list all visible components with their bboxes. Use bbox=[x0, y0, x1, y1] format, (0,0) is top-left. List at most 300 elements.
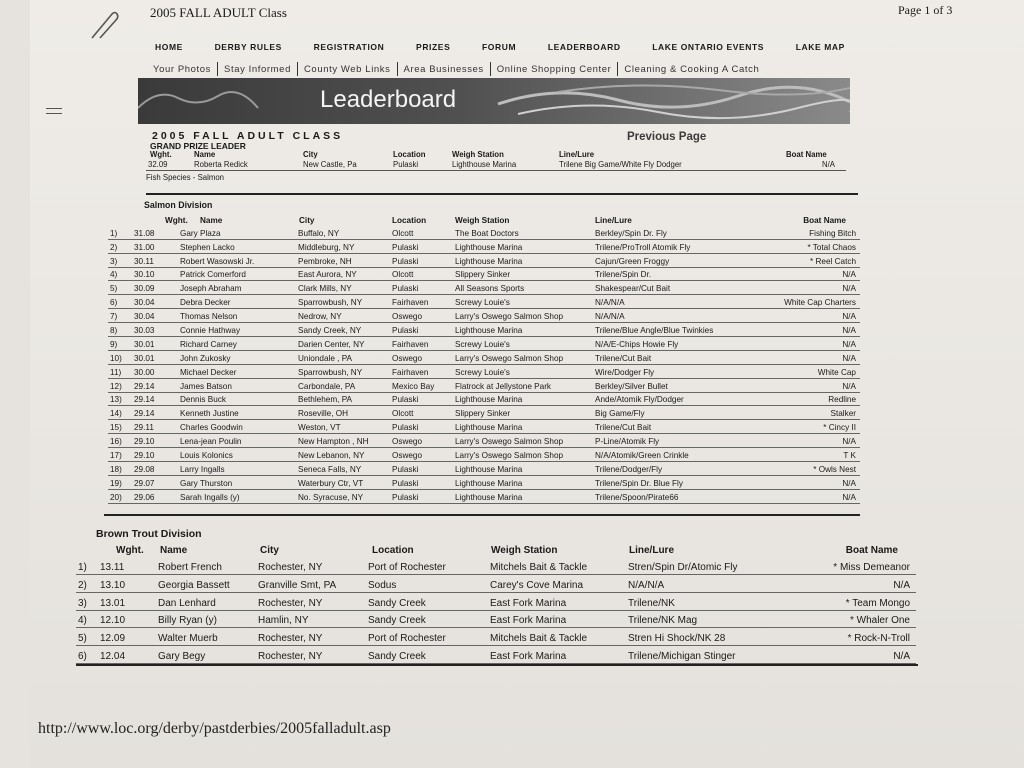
nav-your-photos[interactable]: Your Photos bbox=[153, 63, 212, 75]
cell-rank: 5) bbox=[110, 284, 118, 294]
cell-line-lure: Trilene/Spoon/Pirate66 bbox=[595, 492, 679, 502]
table-row bbox=[108, 337, 860, 351]
document-title: 2005 FALL ADULT Class bbox=[150, 5, 287, 20]
grand-prize-label: GRAND PRIZE LEADER bbox=[150, 141, 246, 151]
table-row bbox=[108, 268, 860, 282]
grand-prize-header bbox=[146, 150, 846, 160]
cell-rank: 2) bbox=[110, 242, 118, 252]
table-row bbox=[108, 434, 860, 448]
header-location: Location bbox=[393, 150, 426, 159]
cell-weigh-station: Screwy Louie's bbox=[455, 298, 510, 308]
cell-rank: 7) bbox=[110, 312, 118, 322]
cell-boat-name: N/A bbox=[822, 160, 835, 169]
cell-line-lure: Trilene/Michigan Stinger bbox=[628, 651, 736, 663]
header-line-lure: Line/Lure bbox=[595, 215, 632, 225]
cell-line-lure: Cajun/Green Froggy bbox=[595, 256, 670, 266]
cell-weigh-station: All Seasons Sports bbox=[455, 284, 525, 294]
cell-city: Bethlehem, PA bbox=[298, 395, 353, 405]
cell-boat-name: N/A bbox=[842, 284, 856, 294]
cell-rank: 4) bbox=[78, 615, 87, 627]
cell-wght: 29.08 bbox=[134, 464, 155, 474]
cell-location: Pulaski bbox=[392, 492, 419, 502]
cell-name: Larry Ingalls bbox=[180, 464, 225, 474]
cell-name: Kenneth Justine bbox=[180, 409, 239, 419]
cell-location: Oswego bbox=[392, 451, 423, 461]
cell-line-lure: N/A/E-Chips Howie Fly bbox=[595, 339, 679, 349]
table-row bbox=[108, 309, 860, 323]
cell-city: Granville Smt, PA bbox=[258, 579, 337, 591]
grand-prize-row bbox=[146, 160, 846, 171]
cell-weigh-station: Flatrock at Jellystone Park bbox=[455, 381, 552, 391]
nav-county-web-links[interactable]: County Web Links bbox=[303, 63, 391, 75]
cell-city: Seneca Falls, NY bbox=[298, 464, 362, 474]
cell-wght: 29.14 bbox=[134, 381, 155, 391]
header-line-lure: Line/Lure bbox=[559, 150, 595, 159]
cell-name: Patrick Comerford bbox=[180, 270, 246, 280]
cell-weigh-station: Slippery Sinker bbox=[455, 270, 511, 280]
cell-rank: 12) bbox=[110, 381, 122, 391]
cell-line-lure: Trilene/Spin Dr. Blue Fly bbox=[595, 478, 683, 488]
cell-wght: 31.08 bbox=[134, 228, 155, 238]
table-row bbox=[108, 240, 860, 254]
cell-wght: 30.01 bbox=[134, 353, 155, 363]
salmon-division-table bbox=[108, 213, 860, 504]
cell-line-lure: N/A/N/A bbox=[595, 298, 625, 308]
cell-location: Fairhaven bbox=[392, 367, 429, 377]
cell-weigh-station: Carey's Cove Marina bbox=[490, 579, 584, 591]
cell-location: Pulaski bbox=[392, 242, 419, 252]
nav-derby-rules[interactable]: DERBY RULES bbox=[214, 42, 282, 52]
cell-city: East Aurora, NY bbox=[298, 270, 357, 280]
header-wght: Wght. bbox=[165, 215, 188, 225]
cell-line-lure: N/A/Atomik/Green Crinkle bbox=[595, 451, 689, 461]
cell-location: Pulaski bbox=[392, 395, 419, 405]
cell-line-lure: Trilene/Dodger/Fly bbox=[595, 464, 663, 474]
cell-city: New Castle, Pa bbox=[303, 160, 357, 169]
cell-weigh-station: Lighthouse Marina bbox=[455, 464, 523, 474]
cell-location: Olcott bbox=[392, 270, 414, 280]
cell-boat-name: N/A bbox=[842, 312, 856, 322]
cell-location: Pulaski bbox=[392, 284, 419, 294]
cell-boat-name: White Cap bbox=[817, 367, 856, 377]
cell-weigh-station: East Fork Marina bbox=[490, 615, 567, 627]
cell-weigh-station: Slippery Sinker bbox=[455, 409, 511, 419]
header-weigh-station: Weigh Station bbox=[452, 150, 504, 159]
header-city: City bbox=[299, 215, 315, 225]
cell-rank: 3) bbox=[110, 256, 118, 266]
cell-rank: 1) bbox=[78, 561, 87, 573]
cell-city: Rochester, NY bbox=[258, 651, 323, 663]
banner-title: Leaderboard bbox=[320, 86, 457, 113]
fish-species: Fish Species - Salmon bbox=[146, 173, 224, 182]
cell-boat-name: N/A bbox=[842, 478, 856, 488]
nav-cleaning-cooking[interactable]: Cleaning & Cooking A Catch bbox=[624, 63, 760, 75]
cell-wght: 30.09 bbox=[134, 284, 155, 294]
table-row bbox=[108, 406, 860, 420]
section-divider bbox=[146, 193, 858, 195]
header-city: City bbox=[303, 150, 318, 159]
cell-name: James Batson bbox=[180, 381, 232, 391]
nav-leaderboard[interactable]: LEADERBOARD bbox=[547, 42, 621, 52]
cell-weigh-station: Lighthouse Marina bbox=[455, 256, 523, 266]
cell-boat-name: N/A bbox=[842, 326, 856, 336]
header-boat-name: Boat Name bbox=[803, 215, 846, 225]
header-location: Location bbox=[392, 215, 427, 225]
cell-name: Joseph Abraham bbox=[180, 284, 242, 294]
cell-name: Charles Goodwin bbox=[180, 423, 243, 433]
cell-weigh-station: Larry's Oswego Salmon Shop bbox=[455, 437, 564, 447]
cell-boat-name: N/A bbox=[842, 353, 856, 363]
cell-wght: 30.10 bbox=[134, 270, 155, 280]
cell-line-lure: Stren/Spin Dr/Atomic Fly bbox=[628, 561, 738, 573]
cell-rank: 16) bbox=[110, 437, 122, 447]
cell-name: Dan Lenhard bbox=[158, 597, 216, 609]
table-row bbox=[108, 462, 860, 476]
nav-separator bbox=[617, 62, 618, 76]
nav-separator bbox=[297, 62, 298, 76]
cell-weigh-station: Lighthouse Marina bbox=[455, 423, 523, 433]
cell-city: Weston, VT bbox=[298, 423, 341, 433]
cell-location: Olcott bbox=[392, 228, 414, 238]
cell-wght: 13.01 bbox=[100, 597, 126, 609]
cell-city: Pembroke, NH bbox=[298, 256, 352, 266]
table-row bbox=[76, 575, 916, 593]
cell-location: Port of Rochester bbox=[368, 633, 446, 645]
cell-location: Sandy Creek bbox=[368, 597, 426, 609]
cell-boat-name: N/A bbox=[842, 492, 856, 502]
header-wght: Wght. bbox=[116, 544, 144, 556]
cell-rank: 8) bbox=[110, 326, 118, 336]
cell-name: Lena-jean Poulin bbox=[180, 437, 242, 447]
cell-line-lure: Wire/Dodger Fly bbox=[595, 367, 655, 377]
cell-line-lure: Stren Hi Shock/NK 28 bbox=[628, 633, 726, 645]
paperclip-icon bbox=[88, 8, 122, 42]
cell-rank: 4) bbox=[110, 270, 118, 280]
cell-line-lure: Big Game/Fly bbox=[595, 409, 645, 419]
nav-online-shopping-center[interactable]: Online Shopping Center bbox=[496, 63, 612, 75]
table-row bbox=[108, 490, 860, 504]
page-number: Page 1 of 3 bbox=[898, 3, 953, 17]
cell-weigh-station: Lighthouse Marina bbox=[455, 492, 523, 502]
cell-weigh-station: Screwy Louie's bbox=[455, 339, 510, 349]
cell-weigh-station: Screwy Louie's bbox=[455, 367, 510, 377]
cell-wght: 12.09 bbox=[100, 633, 126, 645]
cell-wght: 29.10 bbox=[134, 437, 155, 447]
nav-separator bbox=[490, 62, 491, 76]
cell-wght: 29.06 bbox=[134, 492, 155, 502]
cell-name: Robert French bbox=[158, 561, 222, 573]
cell-wght: 30.04 bbox=[134, 298, 155, 308]
cell-wght: 13.10 bbox=[100, 579, 126, 591]
cell-weigh-station: East Fork Marina bbox=[490, 651, 567, 663]
cell-name: Richard Carney bbox=[180, 339, 237, 349]
cell-weigh-station: Lighthouse Marina bbox=[455, 326, 523, 336]
cell-boat-name: N/A bbox=[893, 651, 910, 663]
cell-wght: 31.00 bbox=[134, 242, 155, 252]
cell-city: Darien Center, NY bbox=[298, 339, 365, 349]
cell-wght: 29.14 bbox=[134, 395, 155, 405]
cell-location: Oswego bbox=[392, 437, 423, 447]
cell-rank: 3) bbox=[78, 597, 87, 609]
nav-prizes[interactable]: PRIZES bbox=[416, 42, 451, 52]
grand-prize-table bbox=[146, 150, 846, 182]
cell-location: Pulaski bbox=[392, 464, 419, 474]
cell-rank: 2) bbox=[78, 579, 87, 591]
cell-city: Roseville, OH bbox=[298, 409, 349, 419]
cell-city: Rochester, NY bbox=[258, 561, 323, 573]
cell-boat-name: * Owls Nest bbox=[813, 464, 856, 474]
cell-name: Dennis Buck bbox=[180, 395, 226, 405]
cell-line-lure: N/A/N/A bbox=[628, 579, 665, 591]
cell-rank: 6) bbox=[110, 298, 118, 308]
cell-boat-name: Redline bbox=[828, 395, 856, 405]
cell-line-lure: Trilene/Cut Bait bbox=[595, 353, 652, 363]
cell-location: Pulaski bbox=[392, 326, 419, 336]
cell-line-lure: Trilene/Cut Bait bbox=[595, 423, 652, 433]
cell-line-lure: N/A/N/A bbox=[595, 312, 625, 322]
cell-name: John Zukosky bbox=[180, 353, 231, 363]
cell-city: Sparrowbush, NY bbox=[298, 367, 363, 377]
cell-weigh-station: Mitchels Bait & Tackle bbox=[490, 633, 588, 645]
cell-weigh-station: Lighthouse Marina bbox=[455, 478, 523, 488]
sub-nav bbox=[153, 62, 843, 76]
nav-forum[interactable]: FORUM bbox=[482, 42, 517, 52]
header-wght: Wght. bbox=[150, 150, 172, 159]
cell-weigh-station: Larry's Oswego Salmon Shop bbox=[455, 353, 564, 363]
cell-boat-name: N/A bbox=[842, 339, 856, 349]
margin-mark bbox=[46, 113, 62, 114]
cell-line-lure: Trilene/NK bbox=[628, 597, 675, 609]
cell-line-lure: Trilene/NK Mag bbox=[628, 615, 698, 627]
cell-rank: 11) bbox=[110, 367, 122, 377]
previous-page-link[interactable]: Previous Page bbox=[627, 131, 707, 143]
cell-boat-name: * Whaler One bbox=[849, 615, 910, 627]
table-row bbox=[108, 365, 860, 379]
cell-wght: 29.10 bbox=[134, 451, 155, 461]
cell-rank: 20) bbox=[110, 492, 122, 502]
cell-name: Connie Hathway bbox=[180, 326, 241, 336]
table-row bbox=[108, 226, 860, 240]
brown-header-row bbox=[76, 540, 916, 557]
nav-lake-ontario-events[interactable]: LAKE ONTARIO EVENTS bbox=[652, 42, 765, 52]
cell-rank: 9) bbox=[110, 339, 118, 349]
nav-lake-map[interactable]: LAKE MAP bbox=[795, 42, 845, 52]
cell-line-lure: Ande/Atomik Fly/Dodger bbox=[595, 395, 684, 405]
cell-boat-name: T K bbox=[843, 451, 856, 461]
cell-location: Pulaski bbox=[392, 256, 419, 266]
cell-city: New Lebanon, NY bbox=[298, 451, 365, 461]
cell-boat-name: N/A bbox=[842, 437, 856, 447]
cell-wght: 12.10 bbox=[100, 615, 126, 627]
cell-weigh-station: Lighthouse Marina bbox=[452, 160, 517, 169]
cell-name: Thomas Nelson bbox=[180, 312, 238, 322]
cell-boat-name: Fishing Bitch bbox=[809, 228, 856, 238]
cell-city: Rochester, NY bbox=[258, 597, 323, 609]
cell-boat-name: N/A bbox=[842, 381, 856, 391]
cell-wght: 30.01 bbox=[134, 339, 155, 349]
cell-city: Clark Mills, NY bbox=[298, 284, 352, 294]
cell-location: Pulaski bbox=[393, 160, 419, 169]
cell-boat-name: * Team Mongo bbox=[845, 597, 910, 609]
cell-wght: 30.03 bbox=[134, 326, 155, 336]
nav-area-businesses[interactable]: Area Businesses bbox=[403, 63, 484, 75]
table-row bbox=[108, 420, 860, 434]
brown-trout-division-title: Brown Trout Division bbox=[96, 528, 202, 540]
cell-city: Nedrow, NY bbox=[298, 312, 342, 322]
cell-city: Waterbury Ctr, VT bbox=[298, 478, 364, 488]
cell-location: Pulaski bbox=[392, 423, 419, 433]
cell-name: Michael Decker bbox=[180, 367, 237, 377]
cell-city: No. Syracuse, NY bbox=[298, 492, 364, 502]
cell-boat-name: * Reel Catch bbox=[810, 256, 856, 266]
cell-name: Sarah Ingalls (y) bbox=[180, 492, 240, 502]
cell-line-lure: Trilene/ProTroll Atomik Fly bbox=[595, 242, 691, 252]
cell-line-lure: Shakespear/Cut Bait bbox=[595, 284, 671, 294]
nav-stay-informed[interactable]: Stay Informed bbox=[224, 63, 291, 75]
header-boat-name: Boat Name bbox=[786, 150, 827, 159]
cell-weigh-station: Lighthouse Marina bbox=[455, 242, 523, 252]
table-row bbox=[108, 393, 860, 407]
cell-city: Buffalo, NY bbox=[298, 228, 340, 238]
cell-weigh-station: Lighthouse Marina bbox=[455, 395, 523, 405]
wave-decoration bbox=[138, 78, 850, 124]
nav-separator bbox=[217, 62, 218, 76]
cell-name: Debra Decker bbox=[180, 298, 231, 308]
cell-boat-name: N/A bbox=[842, 270, 856, 280]
cell-city: Rochester, NY bbox=[258, 633, 323, 645]
table-row bbox=[108, 295, 860, 309]
cell-line-lure: Berkley/Spin Dr. Fly bbox=[595, 228, 667, 238]
cell-weigh-station: Larry's Oswego Salmon Shop bbox=[455, 312, 564, 322]
cell-rank: 6) bbox=[78, 651, 87, 663]
cell-location: Oswego bbox=[392, 312, 423, 322]
nav-registration[interactable]: REGISTRATION bbox=[313, 42, 385, 52]
table-row bbox=[76, 628, 916, 646]
cell-rank: 5) bbox=[78, 633, 87, 645]
table-row bbox=[76, 611, 916, 629]
header-name: Name bbox=[200, 215, 223, 225]
cell-location: Oswego bbox=[392, 353, 423, 363]
table-row bbox=[108, 281, 860, 295]
table-row bbox=[76, 593, 916, 611]
section-divider bbox=[76, 664, 918, 666]
table-row bbox=[76, 646, 916, 664]
cell-weigh-station: The Boat Doctors bbox=[455, 228, 519, 238]
nav-home[interactable]: HOME bbox=[155, 42, 183, 52]
cell-line-lure: Trilene/Blue Angle/Blue Twinkies bbox=[595, 326, 714, 336]
main-nav bbox=[155, 42, 845, 52]
cell-city: New Hampton , NH bbox=[298, 437, 369, 447]
footer-url: http://www.loc.org/derby/pastderbies/2005falladult.asp bbox=[38, 720, 391, 737]
cell-name: Stephen Lacko bbox=[180, 242, 235, 252]
cell-rank: 18) bbox=[110, 464, 122, 474]
cell-city: Carbondale, PA bbox=[298, 381, 356, 391]
header-name: Name bbox=[160, 544, 188, 556]
table-row bbox=[108, 448, 860, 462]
cell-wght: 30.11 bbox=[134, 256, 154, 266]
cell-name: Gary Thurston bbox=[180, 478, 233, 488]
cell-name: Billy Ryan (y) bbox=[158, 615, 217, 627]
cell-rank: 19) bbox=[110, 478, 122, 488]
cell-location: Fairhaven bbox=[392, 339, 429, 349]
cell-wght: 32.09 bbox=[148, 160, 168, 169]
cell-name: Robert Wasowski Jr. bbox=[180, 256, 255, 266]
cell-location: Mexico Bay bbox=[392, 381, 435, 391]
cell-boat-name: * Miss Demeanor bbox=[833, 561, 910, 573]
cell-name: Roberta Redick bbox=[194, 160, 248, 169]
header-weigh-station: Weigh Station bbox=[455, 215, 510, 225]
cell-line-lure: P-Line/Atomik Fly bbox=[595, 437, 660, 447]
cell-location: Sandy Creek bbox=[368, 615, 426, 627]
table-row bbox=[108, 476, 860, 490]
cell-location: Sodus bbox=[368, 579, 397, 591]
cell-city: Uniondale , PA bbox=[298, 353, 353, 363]
cell-location: Olcott bbox=[392, 409, 414, 419]
margin-mark bbox=[46, 108, 62, 109]
cell-wght: 29.14 bbox=[134, 409, 155, 419]
cell-city: Sparrowbush, NY bbox=[298, 298, 363, 308]
cell-location: Sandy Creek bbox=[368, 651, 426, 663]
table-row bbox=[76, 557, 916, 575]
header-name: Name bbox=[194, 150, 216, 159]
cell-rank: 17) bbox=[110, 451, 122, 461]
cell-rank: 10) bbox=[110, 353, 122, 363]
salmon-header-row bbox=[108, 213, 860, 226]
cell-name: Louis Kolonics bbox=[180, 451, 233, 461]
nav-separator bbox=[397, 62, 398, 76]
cell-line-lure: Trilene/Spin Dr. bbox=[595, 270, 652, 280]
salmon-division-title: Salmon Division bbox=[144, 200, 213, 210]
cell-weigh-station: Larry's Oswego Salmon Shop bbox=[455, 451, 564, 461]
cell-boat-name: * Total Chaos bbox=[807, 242, 856, 252]
cell-boat-name: * Rock-N-Troll bbox=[847, 633, 910, 645]
section-divider bbox=[104, 514, 860, 516]
cell-city: Sandy Creek, NY bbox=[298, 326, 362, 336]
cell-city: Hamlin, NY bbox=[258, 615, 309, 627]
cell-boat-name: White Cap Charters bbox=[784, 298, 856, 308]
cell-city: Middleburg, NY bbox=[298, 242, 355, 252]
cell-location: Pulaski bbox=[392, 478, 419, 488]
cell-wght: 12.04 bbox=[100, 651, 126, 663]
cell-rank: 15) bbox=[110, 423, 122, 433]
table-row bbox=[108, 323, 860, 337]
cell-location: Port of Rochester bbox=[368, 561, 446, 573]
cell-name: Walter Muerb bbox=[158, 633, 218, 645]
header-location: Location bbox=[372, 544, 414, 556]
leaderboard-banner bbox=[138, 78, 850, 124]
cell-weigh-station: Mitchels Bait & Tackle bbox=[490, 561, 588, 573]
header-city: City bbox=[260, 544, 279, 556]
cell-boat-name: N/A bbox=[893, 579, 910, 591]
table-row bbox=[108, 254, 860, 268]
cell-weigh-station: East Fork Marina bbox=[490, 597, 567, 609]
brown-trout-division-table bbox=[76, 540, 916, 664]
header-weigh-station: Weigh Station bbox=[491, 544, 558, 556]
cell-rank: 13) bbox=[110, 395, 122, 405]
cell-name: Georgia Bassett bbox=[158, 579, 230, 591]
cell-wght: 29.11 bbox=[134, 423, 154, 433]
cell-wght: 30.00 bbox=[134, 367, 155, 377]
cell-wght: 29.07 bbox=[134, 478, 155, 488]
cell-rank: 1) bbox=[110, 228, 118, 238]
class-title: 2005 FALL ADULT CLASS bbox=[152, 130, 344, 142]
cell-name: Gary Begy bbox=[158, 651, 206, 663]
cell-rank: 14) bbox=[110, 409, 122, 419]
cell-line-lure: Berkley/Silver Bullet bbox=[595, 381, 668, 391]
table-row bbox=[108, 379, 860, 393]
cell-location: Fairhaven bbox=[392, 298, 429, 308]
cell-name: Gary Plaza bbox=[180, 228, 221, 238]
